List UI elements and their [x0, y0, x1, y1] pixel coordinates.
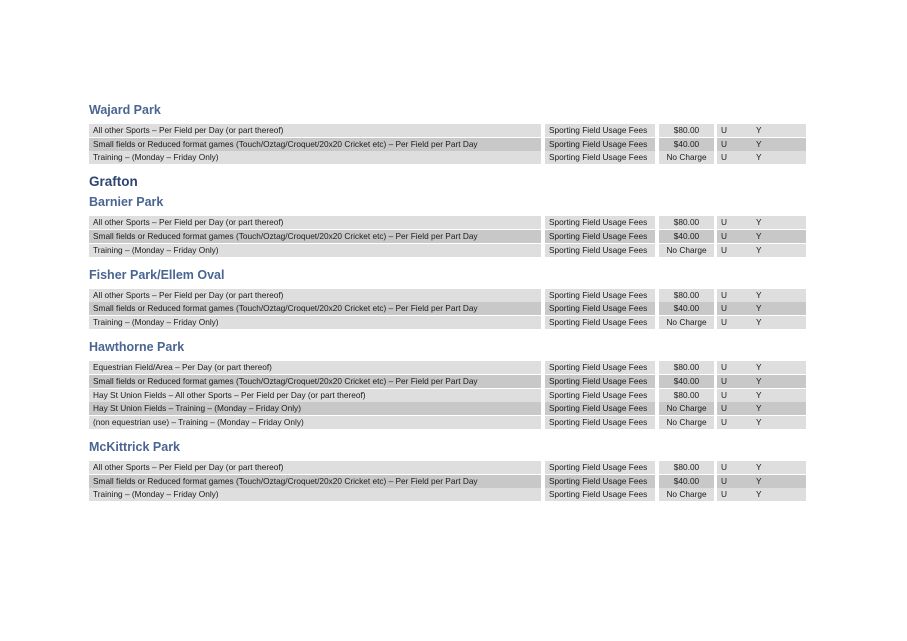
description-cell: All other Sports – Per Field per Day (or part thereof)	[89, 216, 541, 229]
fee-cell: No Charge	[659, 402, 714, 415]
category-cell: Sporting Field Usage Fees	[545, 375, 655, 388]
fee-cell: $40.00	[659, 230, 714, 243]
fee-cell: $40.00	[659, 375, 714, 388]
code-cell: U	[717, 151, 752, 164]
category-cell: Sporting Field Usage Fees	[545, 289, 655, 302]
description-cell: Training – (Monday – Friday Only)	[89, 151, 541, 164]
fees-table	[89, 216, 806, 256]
description-cell: Equestrian Field/Area – Per Day (or part thereof)	[89, 361, 541, 374]
code-cell: U	[717, 138, 752, 151]
table-row	[89, 361, 806, 374]
description-cell: All other Sports – Per Field per Day (or part thereof)	[89, 461, 541, 474]
section-wajard-park	[89, 103, 806, 164]
description-cell: Training – (Monday – Friday Only)	[89, 488, 541, 501]
category-cell: Sporting Field Usage Fees	[545, 138, 655, 151]
description-cell: Small fields or Reduced format games (Touch/Oztag/Croquet/20x20 Cricket etc) – Per Field per Part Day	[89, 475, 541, 488]
table-row	[89, 151, 806, 164]
fee-cell: $80.00	[659, 289, 714, 302]
flag-cell: Y	[752, 416, 806, 429]
flag-cell: Y	[752, 216, 806, 229]
table-row	[89, 375, 806, 388]
fees-table	[89, 124, 806, 164]
description-cell: Small fields or Reduced format games (Touch/Oztag/Croquet/20x20 Cricket etc) – Per Field per Part Day	[89, 230, 541, 243]
code-cell: U	[717, 230, 752, 243]
fee-cell: $80.00	[659, 461, 714, 474]
flag-cell: Y	[752, 361, 806, 374]
fee-cell: $80.00	[659, 216, 714, 229]
category-cell: Sporting Field Usage Fees	[545, 402, 655, 415]
fee-cell: No Charge	[659, 151, 714, 164]
code-cell: U	[717, 302, 752, 315]
category-cell: Sporting Field Usage Fees	[545, 244, 655, 257]
code-cell: U	[717, 289, 752, 302]
section-barnier-park	[89, 195, 806, 256]
category-cell: Sporting Field Usage Fees	[545, 302, 655, 315]
table-row	[89, 138, 806, 151]
code-cell: U	[717, 244, 752, 257]
table-row	[89, 244, 806, 257]
category-cell: Sporting Field Usage Fees	[545, 216, 655, 229]
category-cell: Sporting Field Usage Fees	[545, 461, 655, 474]
fee-cell: No Charge	[659, 416, 714, 429]
section-hawthorne-park	[89, 340, 806, 429]
flag-cell: Y	[752, 389, 806, 402]
description-cell: Hay St Union Fields – Training – (Monday – Friday Only)	[89, 402, 541, 415]
description-cell: Small fields or Reduced format games (Touch/Oztag/Croquet/20x20 Cricket etc) – Per Field per Part Day	[89, 302, 541, 315]
flag-cell: Y	[752, 289, 806, 302]
description-cell: Training – (Monday – Friday Only)	[89, 244, 541, 257]
category-cell: Sporting Field Usage Fees	[545, 389, 655, 402]
fee-cell: $40.00	[659, 302, 714, 315]
code-cell: U	[717, 402, 752, 415]
category-cell: Sporting Field Usage Fees	[545, 151, 655, 164]
category-cell: Sporting Field Usage Fees	[545, 475, 655, 488]
fees-table	[89, 461, 806, 501]
fees-table	[89, 361, 806, 429]
flag-cell: Y	[752, 488, 806, 501]
flag-cell: Y	[752, 151, 806, 164]
flag-cell: Y	[752, 302, 806, 315]
flag-cell: Y	[752, 461, 806, 474]
table-row	[89, 389, 806, 402]
description-cell: (non equestrian use) – Training – (Monday – Friday Only)	[89, 416, 541, 429]
region-heading: Grafton	[89, 174, 138, 190]
section-mckittrick-park	[89, 440, 806, 501]
fees-document	[89, 103, 806, 502]
description-cell: Training – (Monday – Friday Only)	[89, 316, 541, 329]
flag-cell: Y	[752, 402, 806, 415]
table-row	[89, 230, 806, 243]
flag-cell: Y	[752, 475, 806, 488]
table-row	[89, 316, 806, 329]
code-cell: U	[717, 216, 752, 229]
fee-cell: No Charge	[659, 316, 714, 329]
section-fisher-park-ellem-oval	[89, 268, 806, 329]
flag-cell: Y	[752, 375, 806, 388]
flag-cell: Y	[752, 316, 806, 329]
description-cell: Small fields or Reduced format games (Touch/Oztag/Croquet/20x20 Cricket etc) – Per Field per Part Day	[89, 138, 541, 151]
category-cell: Sporting Field Usage Fees	[545, 230, 655, 243]
description-cell: All other Sports – Per Field per Day (or part thereof)	[89, 289, 541, 302]
description-cell: Small fields or Reduced format games (Touch/Oztag/Croquet/20x20 Cricket etc) – Per Field per Part Day	[89, 375, 541, 388]
description-cell: All other Sports – Per Field per Day (or part thereof)	[89, 124, 541, 137]
section-heading: Wajard Park	[89, 103, 161, 117]
section-heading: Barnier Park	[89, 195, 164, 210]
fees-table	[89, 289, 806, 329]
flag-cell: Y	[752, 244, 806, 257]
category-cell: Sporting Field Usage Fees	[545, 416, 655, 429]
fee-cell: $80.00	[659, 361, 714, 374]
table-row	[89, 475, 806, 488]
fee-cell: No Charge	[659, 488, 714, 501]
fee-cell: $80.00	[659, 389, 714, 402]
table-row	[89, 461, 806, 474]
table-row	[89, 402, 806, 415]
section-heading: Fisher Park/Ellem Oval	[89, 267, 225, 282]
section-heading: Hawthorne Park	[89, 340, 185, 355]
code-cell: U	[717, 124, 752, 137]
code-cell: U	[717, 461, 752, 474]
code-cell: U	[717, 389, 752, 402]
flag-cell: Y	[752, 230, 806, 243]
code-cell: U	[717, 475, 752, 488]
table-row	[89, 289, 806, 302]
fee-cell: $40.00	[659, 138, 714, 151]
table-row	[89, 302, 806, 315]
code-cell: U	[717, 488, 752, 501]
fee-cell: No Charge	[659, 244, 714, 257]
flag-cell: Y	[752, 124, 806, 137]
flag-cell: Y	[752, 138, 806, 151]
description-cell: Hay St Union Fields – All other Sports – Per Field per Day (or part thereof)	[89, 389, 541, 402]
category-cell: Sporting Field Usage Fees	[545, 316, 655, 329]
code-cell: U	[717, 416, 752, 429]
table-row	[89, 416, 806, 429]
category-cell: Sporting Field Usage Fees	[545, 361, 655, 374]
category-cell: Sporting Field Usage Fees	[545, 488, 655, 501]
section-heading: McKittrick Park	[89, 439, 181, 454]
code-cell: U	[717, 361, 752, 374]
fee-cell: $80.00	[659, 124, 714, 137]
code-cell: U	[717, 316, 752, 329]
table-row	[89, 488, 806, 501]
category-cell: Sporting Field Usage Fees	[545, 124, 655, 137]
fee-cell: $40.00	[659, 475, 714, 488]
table-row	[89, 216, 806, 229]
table-row	[89, 124, 806, 137]
code-cell: U	[717, 375, 752, 388]
